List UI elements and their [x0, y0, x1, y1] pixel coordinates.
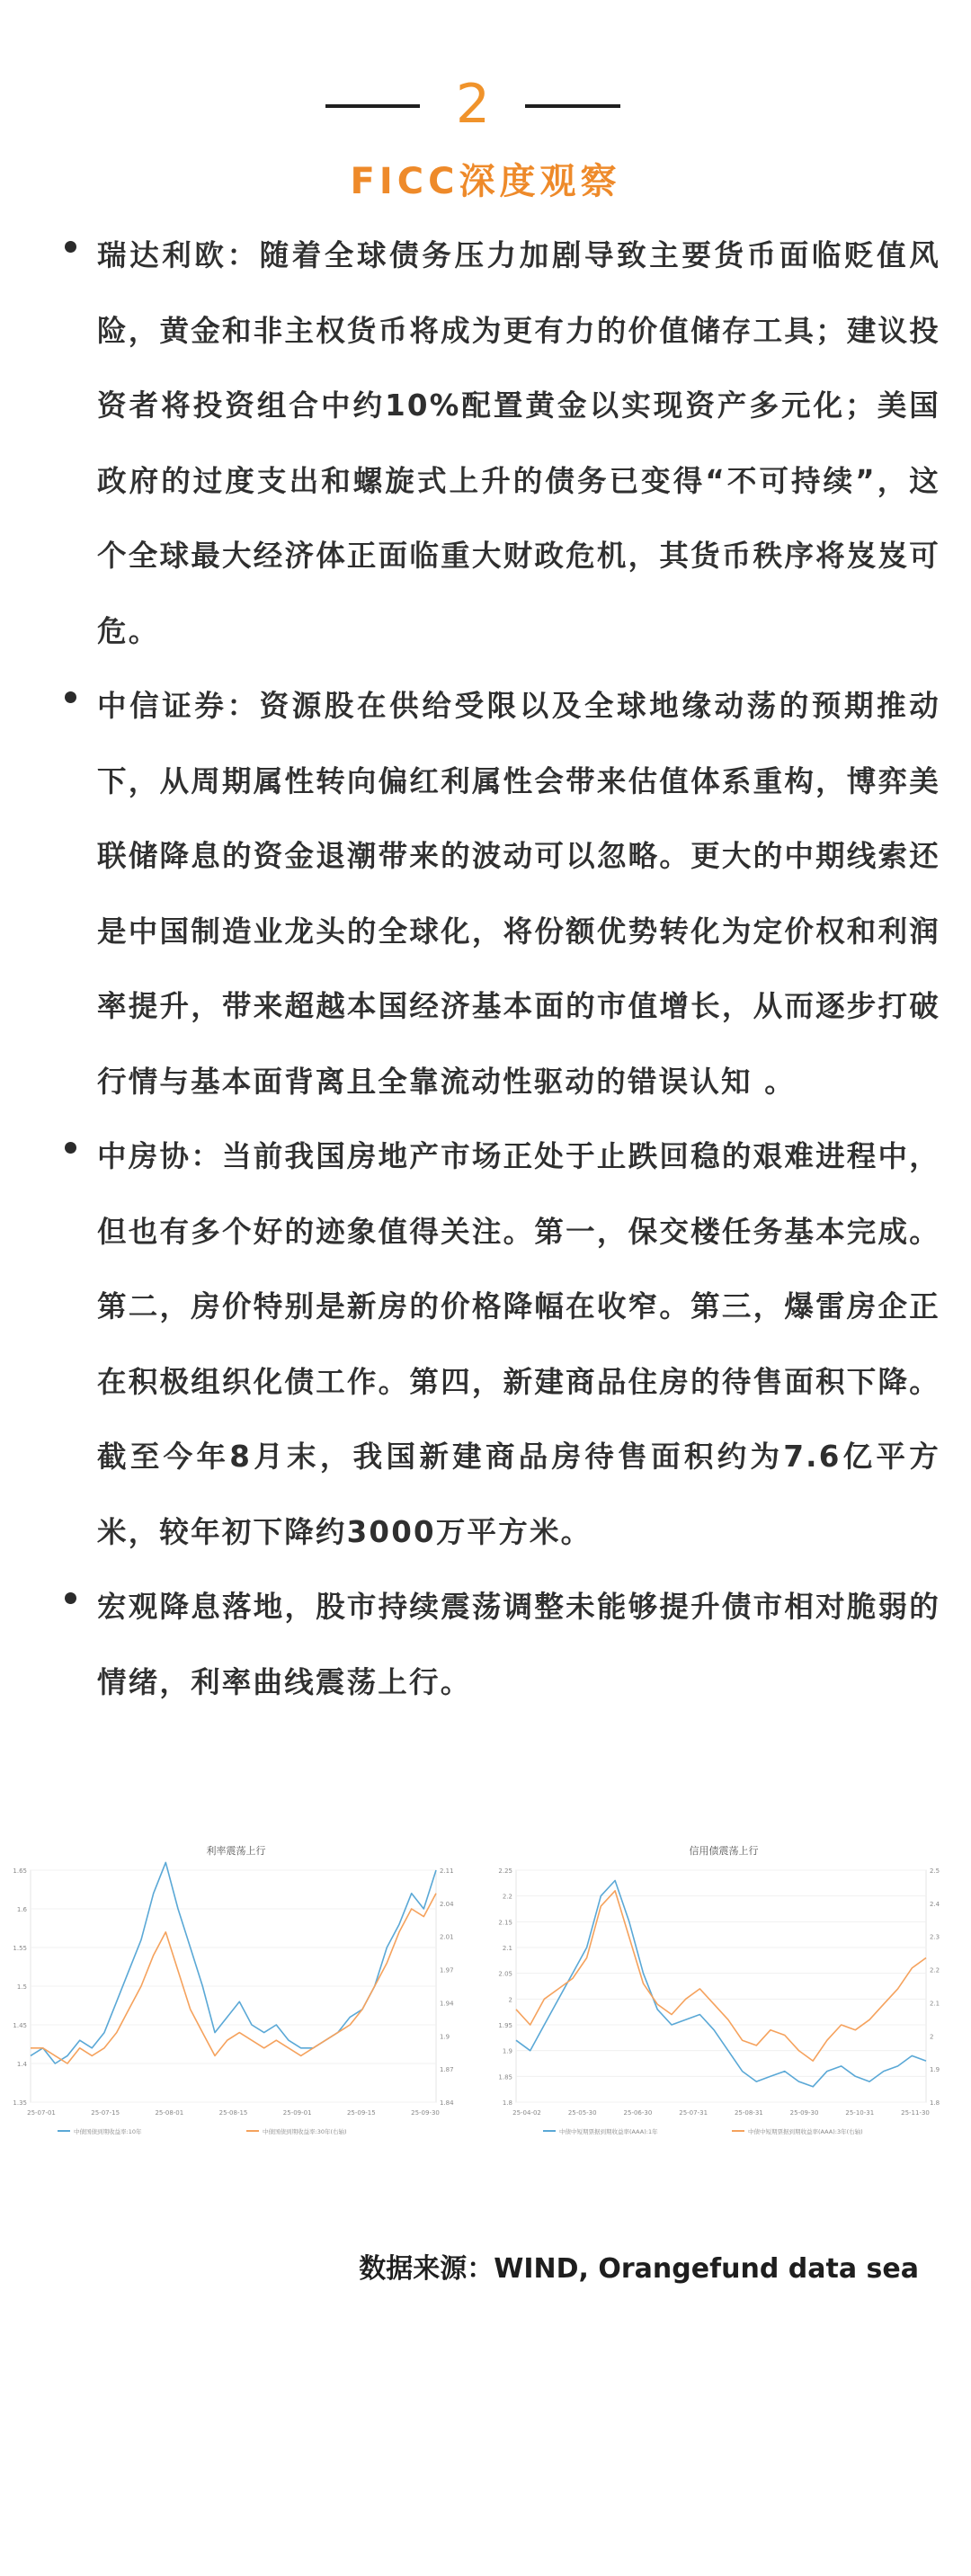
x-tick-label: 25-09-30	[411, 2109, 440, 2117]
x-tick-label: 25-09-30	[789, 2109, 819, 2117]
bullet-dot-icon	[65, 1592, 76, 1604]
chart-credit-svg	[486, 1834, 962, 2158]
y-tick-label: 1.65	[13, 1867, 27, 1875]
chart-title: 利率震荡上行	[206, 1845, 266, 1857]
series-line	[31, 1894, 436, 2063]
legend-label: 中债中短期票据到期收益率(AAA):1年	[559, 2128, 658, 2135]
x-tick-label: 25-08-01	[155, 2109, 184, 2117]
x-tick-label: 25-10-31	[845, 2109, 875, 2117]
y2-tick-label: 2.1	[930, 2000, 940, 2008]
y-tick-label: 2.2	[502, 1893, 512, 1901]
series-line	[516, 1891, 926, 2061]
y-tick-label: 2.15	[498, 1919, 512, 1927]
y2-tick-label: 2.11	[440, 1867, 454, 1875]
y2-tick-label: 2.5	[930, 1867, 940, 1875]
bullet-dot-icon	[65, 1142, 76, 1154]
y2-tick-label: 2	[930, 2033, 934, 2041]
bullet-item	[59, 218, 940, 669]
x-tick-label: 25-08-31	[734, 2109, 763, 2117]
data-source-note: 数据来源：WIND, Orangefund data sea	[359, 2253, 919, 2285]
y-tick-label: 1.9	[502, 2047, 512, 2055]
y-tick-label: 1.55	[13, 1945, 27, 1952]
y2-tick-label: 1.84	[440, 2099, 454, 2107]
y2-tick-label: 1.8	[930, 2099, 940, 2107]
plot-area	[516, 1870, 926, 2102]
y-tick-label: 2.25	[498, 1867, 512, 1875]
y-tick-label: 1.85	[498, 2073, 512, 2081]
bullet-item	[59, 669, 940, 1119]
chart-rates-svg	[0, 1834, 472, 2158]
series-line	[516, 1881, 926, 2087]
bullet-text: 宏观降息落地，股市持续震荡调整未能够提升债市相对脆弱的情绪，利率曲线震荡上行。	[97, 1590, 940, 1699]
y2-tick-label: 1.97	[440, 1966, 454, 1974]
bullet-text: 中信证券：资源股在供给受限以及全球地缘动荡的预期推动下，从周期属性转向偏红利属性会带来估值体系重构，博弈美联储降息的资金退潮带来的波动可以忽略。更大的中期线索还是中国制造业龙头的全球化，将份额优势转化为定价权和利润率提升，带来超越本国经济基本面的市值增长，从而逐步打破行情与基本面背离且全靠流动性驱动的错误认知 。	[97, 689, 940, 1099]
y2-tick-label: 1.9	[440, 2033, 450, 2041]
chart-rates	[0, 1834, 472, 2158]
legend-label: 中债国债到期收益率:10年	[74, 2128, 142, 2135]
section-title: FICC深度观察	[350, 161, 621, 202]
legend-label: 中债国债到期收益率:30年(右轴)	[263, 2128, 347, 2135]
bullet-text: 中房协：当前我国房地产市场正处于止跌回稳的艰难进程中，但也有多个好的迹象值得关注。第一，保交楼任务基本完成。第二，房价特别是新房的价格降幅在收窄。第三，爆雷房企正在积极组织化债工作。第四，新建商品住房的待售面积下降。截至今年8月末，我国新建商品房待售面积约为7.6亿平方米，较年初下降约3000万平方米。	[97, 1139, 940, 1549]
y2-tick-label: 2.01	[440, 1933, 454, 1941]
y2-tick-label: 2.04	[440, 1900, 454, 1908]
y-tick-label: 2.05	[498, 1970, 512, 1978]
y2-tick-label: 1.9	[930, 2066, 940, 2074]
section-number: 2	[455, 73, 491, 136]
x-tick-label: 25-09-15	[346, 2109, 376, 2117]
bullet-item	[59, 1570, 940, 1720]
divider-right	[525, 104, 620, 108]
y-tick-label: 1.4	[16, 2061, 27, 2068]
y-tick-label: 1.35	[13, 2099, 27, 2107]
chart-credit	[486, 1834, 962, 2158]
y2-tick-label: 2.3	[930, 1933, 940, 1941]
bullet-dot-icon	[65, 241, 76, 253]
divider-left	[325, 104, 420, 108]
y-tick-label: 1.6	[16, 1906, 27, 1913]
x-tick-label: 25-08-15	[218, 2109, 248, 2117]
x-tick-label: 25-04-02	[512, 2109, 541, 2117]
y-tick-label: 2	[508, 1996, 512, 2004]
x-tick-label: 25-11-30	[901, 2109, 930, 2117]
bullet-list	[59, 218, 940, 1720]
section-header	[0, 65, 971, 137]
x-tick-label: 25-06-30	[623, 2109, 653, 2117]
bullet-text: 瑞达利欧：随着全球债务压力加剧导致主要货币面临贬值风险，黄金和非主权货币将成为更有力的价值储存工具；建议投资者将投资组合中约10%配置黄金以实现资产多元化；美国政府的过度支出和螺旋式上升的债务已变得“不可持续”，这个全球最大经济体正面临重大财政危机，其货币秩序将岌岌可危。	[97, 238, 940, 648]
x-tick-label: 25-07-01	[27, 2109, 56, 2117]
bullet-dot-icon	[65, 691, 76, 703]
y-tick-label: 1.5	[16, 1983, 27, 1991]
series-line	[31, 1862, 436, 2063]
y-tick-label: 1.95	[498, 2022, 512, 2029]
x-tick-label: 25-07-15	[91, 2109, 120, 2117]
y-tick-label: 1.8	[502, 2099, 512, 2107]
y2-tick-label: 1.87	[440, 2066, 454, 2074]
charts-row	[0, 1834, 971, 2158]
x-tick-label: 25-07-31	[679, 2109, 708, 2117]
x-tick-label: 25-05-30	[567, 2109, 597, 2117]
bullet-item	[59, 1119, 940, 1570]
chart-title: 信用债震荡上行	[689, 1845, 759, 1857]
y-tick-label: 2.1	[502, 1945, 512, 1952]
legend-label: 中债中短期票据到期收益率(AAA):3年(右轴)	[748, 2128, 863, 2135]
y-tick-label: 1.45	[13, 2022, 27, 2029]
y2-tick-label: 2.4	[930, 1900, 940, 1908]
y2-tick-label: 2.2	[930, 1966, 940, 1974]
y2-tick-label: 1.94	[440, 2000, 454, 2008]
x-tick-label: 25-09-01	[282, 2109, 312, 2117]
